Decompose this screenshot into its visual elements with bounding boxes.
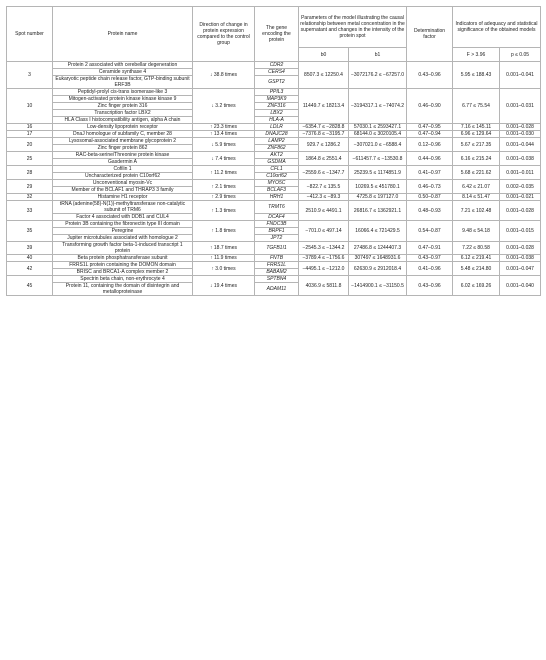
gene-name: HRH1: [255, 194, 299, 201]
p-value: 0.001–0.015: [500, 221, 541, 242]
table-row: [7, 152, 541, 159]
param-b1: −3194317.1 ≤ −74074.2: [349, 89, 407, 124]
determination-factor: 0.43–0.96: [407, 62, 453, 89]
param-b1: 62630.9 ≤ 2912018.4: [349, 262, 407, 276]
direction-change: ↑ 11.2 times: [193, 166, 255, 180]
param-b1: 68144.0 ≤ 3020105.4: [349, 131, 407, 138]
gene-name: CFL1: [255, 166, 299, 173]
param-b0: −7376.8 ≤ −3195.7: [299, 131, 349, 138]
determination-factor: 0.44–0.96: [407, 152, 453, 166]
gene-name: TRMT6: [255, 201, 299, 214]
f-value: 6.12 ≤ 219.41: [453, 255, 500, 262]
spot-number: 20: [7, 138, 53, 152]
f-value: 6.16 ≤ 215.24: [453, 152, 500, 166]
direction-change: ↑ 11.9 times: [193, 255, 255, 262]
determination-factor: 0.50–0.87: [407, 194, 453, 201]
table-row: [7, 262, 541, 269]
header-indicators: Indicators of adequacy and statistical significance of the obtained models: [453, 7, 541, 48]
protein-name: Zinc finger protein 316: [53, 103, 193, 110]
spot-number: 42: [7, 262, 53, 276]
p-value: 0.001–0.038: [500, 152, 541, 166]
gene-name: SPTBN4: [255, 276, 299, 283]
f-value: 6.02 ≤ 169.26: [453, 276, 500, 296]
spot-number: 25: [7, 152, 53, 166]
p-value: 0.002–0.035: [500, 180, 541, 194]
gene-name: JPT2: [255, 235, 299, 242]
protein-name: Uncharacterized protein C10orf62: [53, 173, 193, 180]
p-value: 0.001–0.041: [500, 62, 541, 89]
protein-name: Mitogen-activated protein kinase kinase kinase 9: [53, 96, 193, 103]
spot-number: 16: [7, 124, 53, 131]
spot-number: 39: [7, 242, 53, 255]
spot-number: 10: [7, 89, 53, 124]
determination-factor: 0.47–0.91: [407, 242, 453, 255]
p-value: 0.001–0.047: [500, 262, 541, 276]
determination-factor: 0.43–0.97: [407, 255, 453, 262]
gene-name: FRRS1L: [255, 262, 299, 269]
f-value: 5.67 ≤ 217.35: [453, 138, 500, 152]
protein-name: Zinc finger protein 862: [53, 145, 193, 152]
f-value: 7.16 ≤ 145.11: [453, 124, 500, 131]
param-b0: 2510.9 ≤ 4491.1: [299, 201, 349, 221]
determination-factor: 0.43–0.96: [407, 276, 453, 296]
table-container: [6, 6, 540, 296]
f-value: 5.95 ≤ 188.43: [453, 62, 500, 89]
param-b0: −6354.7 ≤ −2828.8: [299, 124, 349, 131]
p-value: 0.001–0.040: [500, 276, 541, 296]
param-b1: 27486.8 ≤ 1244407.3: [349, 242, 407, 255]
protein-name: Beta protein phosphatransferase subunit: [53, 255, 193, 262]
table-row: [7, 124, 541, 131]
f-value: 5.48 ≤ 214.80: [453, 262, 500, 276]
gene-name: BRPF1: [255, 228, 299, 235]
protein-name: Transforming growth factor beta-1-induced transcript 1 protein: [53, 242, 193, 255]
p-value: 0.001–0.044: [500, 138, 541, 152]
determination-factor: 0.41–0.96: [407, 262, 453, 276]
gene-name: BABAM2: [255, 269, 299, 276]
direction-change: ↑ 18.7 times: [193, 242, 255, 255]
determination-factor: 0.12–0.96: [407, 138, 453, 152]
protein-name: Unconventional myosin-Vc: [53, 180, 193, 187]
header-params: Parameters of the model illustrating the causal relationship between metal concentration in the supernatant and changes in the intensity of the protein spot: [299, 7, 407, 48]
param-b0: 1864.8 ≤ 2551.4: [299, 152, 349, 166]
table-row: [7, 166, 541, 173]
gene-name: LDLR: [255, 124, 299, 131]
param-b0: −3789.4 ≤ −1756.6: [299, 255, 349, 262]
determination-factor: 0.46–0.90: [407, 89, 453, 124]
protein-name: Eukaryotic peptide chain release factor, GTP-binding subunit ERF3B: [53, 76, 193, 89]
protein-name: Histamine H1 receptor: [53, 194, 193, 201]
protein-name: Cofilin 1: [53, 166, 193, 173]
gene-name: MYO5C: [255, 180, 299, 187]
f-value: 7.21 ≤ 102.48: [453, 201, 500, 221]
direction-change: ↑ 2.1 times: [193, 180, 255, 194]
table-row: [7, 242, 541, 255]
param-b1: −1414900.1 ≤ −31150.5: [349, 276, 407, 296]
gene-name: LBX2: [255, 110, 299, 117]
table-body: [7, 62, 541, 296]
param-b0: 8507.3 ≤ 12250.4: [299, 62, 349, 89]
protein-name: Spectrin beta chain, non-erythrocyte 4: [53, 276, 193, 283]
gene-name: LAMP2: [255, 138, 299, 145]
table-row: [7, 89, 541, 96]
p-value: 0.001–0.028: [500, 201, 541, 221]
direction-change: ↓ 5.9 times: [193, 138, 255, 152]
gene-name: GSPT2: [255, 76, 299, 89]
header-gene: The gene encoding the protein: [255, 7, 299, 62]
param-b0: −822.7 ≤ 135.5: [299, 180, 349, 194]
gene-name: GSDMA: [255, 159, 299, 166]
param-b1: 4725.8 ≤ 197127.0: [349, 194, 407, 201]
param-b1: 25239.5 ≤ 1174851.9: [349, 166, 407, 180]
direction-change: ↑ 23.3 times: [193, 124, 255, 131]
f-value: 6.77 ≤ 75.54: [453, 89, 500, 124]
protein-name: FRRS1L protein containing the DOMON domain: [53, 262, 193, 269]
spot-number: 3: [7, 62, 53, 89]
f-value: 5.68 ≤ 221.62: [453, 166, 500, 180]
protein-name: Peregrine: [53, 228, 193, 235]
header-determination: Determination factor: [407, 7, 453, 62]
direction-change: ↓ 7.4 times: [193, 152, 255, 166]
param-b1: 10269.5 ≤ 451780.1: [349, 180, 407, 194]
gene-name: FNTB: [255, 255, 299, 262]
f-value: 9.48 ≤ 54.18: [453, 221, 500, 242]
param-b0: 4036.9 ≤ 5811.8: [299, 276, 349, 296]
p-value: 0.001–0.021: [500, 194, 541, 201]
header-spot: Spot number: [7, 7, 53, 62]
spot-number: 45: [7, 276, 53, 296]
table-row: [7, 62, 541, 69]
param-b1: 57030.1 ≤ 2593427.1: [349, 124, 407, 131]
param-b0: −2545.3 ≤ −1344.2: [299, 242, 349, 255]
param-b0: −2559.6 ≤ −1347.7: [299, 166, 349, 180]
gene-name: C10orf62: [255, 173, 299, 180]
protein-name: Protein 2 associated with cerebellar degeneration: [53, 62, 193, 69]
f-value: 6.42 ≤ 21.07: [453, 180, 500, 194]
protein-name: tRNA (adenine(58)-N(1))-methyltransferase non-catalytic subunit of TRM6: [53, 201, 193, 214]
protein-name: DnaJ homologue of subfamily C, member 28: [53, 131, 193, 138]
protein-name: Protein 3B containing the fibronectin type III domain: [53, 221, 193, 228]
table-row: [7, 255, 541, 262]
f-value: 6.96 ≤ 129.64: [453, 131, 500, 138]
direction-change: ↓ 3.2 times: [193, 89, 255, 124]
spot-number: 40: [7, 255, 53, 262]
param-b1: 307497 ≤ 1648931.6: [349, 255, 407, 262]
protein-name: RAC-beta-serine/Threonine protein kinase: [53, 152, 193, 159]
gene-name: DCAF4: [255, 214, 299, 221]
param-b1: −3072176.2 ≤ −67257.0: [349, 62, 407, 89]
param-b0: −4495.1 ≤ −1212.0: [299, 262, 349, 276]
param-b1: −307021.0 ≤ −6588.4: [349, 138, 407, 152]
header-b0: b0: [299, 48, 349, 62]
spot-number: 33: [7, 201, 53, 221]
gene-name: AKT2: [255, 152, 299, 159]
table-row: [7, 201, 541, 214]
direction-change: ↓ 38.8 times: [193, 62, 255, 89]
param-b1: 16066.4 ≤ 721429.5: [349, 221, 407, 242]
protein-name: Peptidyl-prolyl cis-trans isomerase-like 3: [53, 89, 193, 96]
table-row: [7, 276, 541, 283]
header-protein: Protein name: [53, 7, 193, 62]
table-row: [7, 194, 541, 201]
p-value: 0.001–0.011: [500, 166, 541, 180]
spot-number: 17: [7, 131, 53, 138]
f-value: 8.14 ≤ 51.47: [453, 194, 500, 201]
determination-factor: 0.47–0.95: [407, 124, 453, 131]
gene-name: CERS4: [255, 69, 299, 76]
protein-name: Factor 4 associated with DDB1 and CUL4: [53, 214, 193, 221]
spot-number: 28: [7, 166, 53, 180]
protein-name: BRISC and BRCA1-A complex member 2: [53, 269, 193, 276]
protein-name: Ceramide synthase 4: [53, 69, 193, 76]
table-row: [7, 221, 541, 228]
direction-change: ↑ 3.0 times: [193, 262, 255, 276]
p-value: 0.001–0.028: [500, 242, 541, 255]
protein-name: HLA Class I histocompatibility antigen, alpha A chain: [53, 117, 193, 124]
protein-name: Lysosomal-associated membrane glycoprotein 2: [53, 138, 193, 145]
determination-factor: 0.48–0.93: [407, 201, 453, 221]
p-value: 0.001–0.038: [500, 255, 541, 262]
header-direction: Direction of change in protein expression compared to the control group: [193, 7, 255, 62]
determination-factor: 0.47–0.94: [407, 131, 453, 138]
protein-name: Transcription factor LBX2: [53, 110, 193, 117]
determination-factor: 0.41–0.97: [407, 166, 453, 180]
table-row: [7, 180, 541, 187]
header-b1: b1: [349, 48, 407, 62]
protein-table: [6, 6, 541, 296]
param-b1: −611457.7 ≤ −13530.8: [349, 152, 407, 166]
direction-change: ↑ 13.4 times: [193, 131, 255, 138]
gene-name: TGFB1I1: [255, 242, 299, 255]
gene-name: BCLAF3: [255, 187, 299, 194]
spot-number: 29: [7, 180, 53, 194]
param-b0: −412.3 ≤ −89.3: [299, 194, 349, 201]
direction-change: ↑ 1.3 times: [193, 201, 255, 221]
header-p: p ≤ 0.05: [500, 48, 541, 62]
gene-name: FNDC3B: [255, 221, 299, 228]
direction-change: ↑ 1.8 times: [193, 221, 255, 242]
p-value: 0.001–0.031: [500, 89, 541, 124]
gene-name: HLA-A: [255, 117, 299, 124]
param-b0: 929.7 ≤ 1286.2: [299, 138, 349, 152]
p-value: 0.001–0.030: [500, 131, 541, 138]
determination-factor: 0.54–0.87: [407, 221, 453, 242]
direction-change: ↓ 19.4 times: [193, 276, 255, 296]
p-value: 0.001–0.028: [500, 124, 541, 131]
determination-factor: 0.46–0.73: [407, 180, 453, 194]
table-row: [7, 131, 541, 138]
param-b1: 26816.7 ≤ 1362921.1: [349, 201, 407, 221]
gene-name: ZNF316: [255, 103, 299, 110]
spot-number: 35: [7, 221, 53, 242]
gene-name: CDR2: [255, 62, 299, 69]
protein-name: Jupiter microtubules associated with homologue 2: [53, 235, 193, 242]
spot-number: 32: [7, 194, 53, 201]
gene-name: MAP3K9: [255, 96, 299, 103]
table-row: [7, 138, 541, 145]
direction-change: ↑ 2.9 times: [193, 194, 255, 201]
protein-name: Protein 11, containing the domain of disintegrin and metalloproteinase: [53, 283, 193, 296]
f-value: 7.22 ≤ 80.58: [453, 242, 500, 255]
gene-name: ZNF862: [255, 145, 299, 152]
protein-name: Member of the BCLAF1 and THRAP3 3 family: [53, 187, 193, 194]
gene-name: DNAJC28: [255, 131, 299, 138]
gene-name: ADAM11: [255, 283, 299, 296]
gene-name: PPIL3: [255, 89, 299, 96]
header-f: F > 3.96: [453, 48, 500, 62]
protein-name: Low-density lipoprotein receptor: [53, 124, 193, 131]
protein-name: Gasdermin A: [53, 159, 193, 166]
param-b0: 11449.7 ≤ 18213.4: [299, 89, 349, 124]
param-b0: −701.0 ≤ 497.14: [299, 221, 349, 242]
